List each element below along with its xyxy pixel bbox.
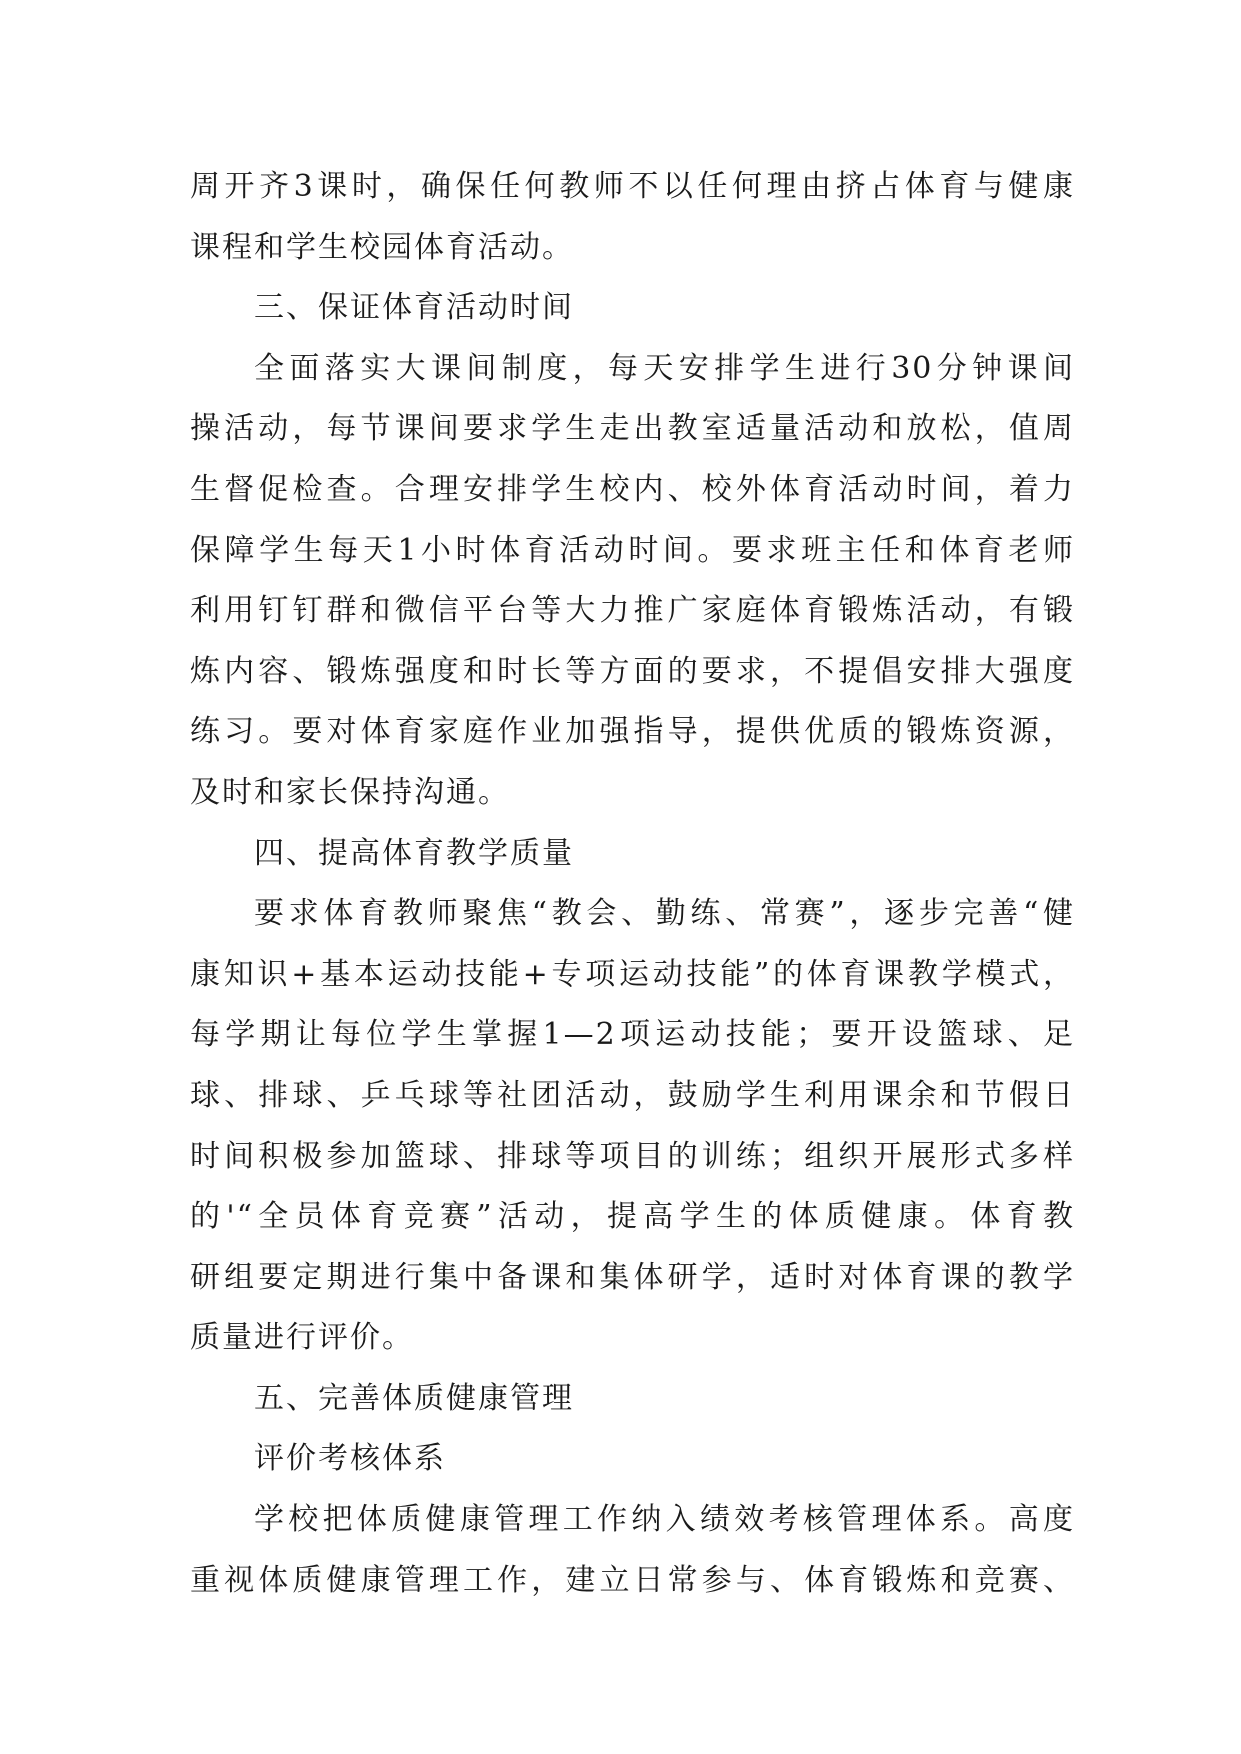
text-line: 康知识+基本运动技能+专项运动技能”的体育课教学模式， (190, 956, 1075, 992)
text-line: 全面落实大课间制度，每天安排学生进行30分钟课间 (254, 350, 1075, 386)
text-line: 课程和学生校园体育活动。 (190, 229, 574, 265)
text-line: 练习。要对体育家庭作业加强指导，提供优质的锻炼资源， (190, 714, 1075, 750)
section-heading: 四、提高体育教学质量 (254, 835, 574, 871)
text-line: 周开齐3课时，确保任何教师不以任何理由挤占体育与健康 (190, 169, 1075, 204)
text-line: 学校把体质健康管理工作纳入绩效考核管理体系。高度 (254, 1502, 1075, 1538)
text-line: 研组要定期进行集中备课和集体研学，适时对体育课的教学 (190, 1259, 1075, 1295)
text-line: 质量进行评价。 (190, 1320, 414, 1356)
section-heading: 三、保证体育活动时间 (254, 290, 574, 326)
document-body (190, 157, 1075, 1611)
text-line: 炼内容、锻炼强度和时长等方面的要求，不提倡安排大强度 (190, 653, 1075, 689)
text-line: 利用钉钉群和微信平台等大力推广家庭体育锻炼活动，有锻 (190, 593, 1075, 629)
text-line: 时间积极参加篮球、排球等项目的训练；组织开展形式多样 (190, 1138, 1075, 1174)
text-line: 的'“全员体育竞赛”活动，提高学生的体质健康。体育教 (190, 1199, 1075, 1235)
text-line: 每学期让每位学生掌握1—2项运动技能；要开设篮球、足 (190, 1017, 1075, 1053)
text-line: 生督促检查。合理安排学生校内、校外体育活动时间，着力 (190, 471, 1075, 507)
text-line: 及时和家长保持沟通。 (190, 774, 510, 810)
text-line: 操活动，每节课间要求学生走出教室适量活动和放松，值周 (190, 411, 1075, 447)
text-line: 重视体质健康管理工作，建立日常参与、体育锻炼和竞赛、 (190, 1562, 1075, 1598)
text-line: 评价考核体系 (254, 1441, 446, 1477)
text-line: 保障学生每天1小时体育活动时间。要求班主任和体育老师 (190, 532, 1075, 568)
section-heading: 五、完善体质健康管理 (254, 1380, 574, 1416)
text-line: 要求体育教师聚焦“教会、勤练、常赛”，逐步完善“健 (254, 896, 1075, 932)
text-line: 球、排球、乒乓球等社团活动，鼓励学生利用课余和节假日 (190, 1077, 1075, 1113)
